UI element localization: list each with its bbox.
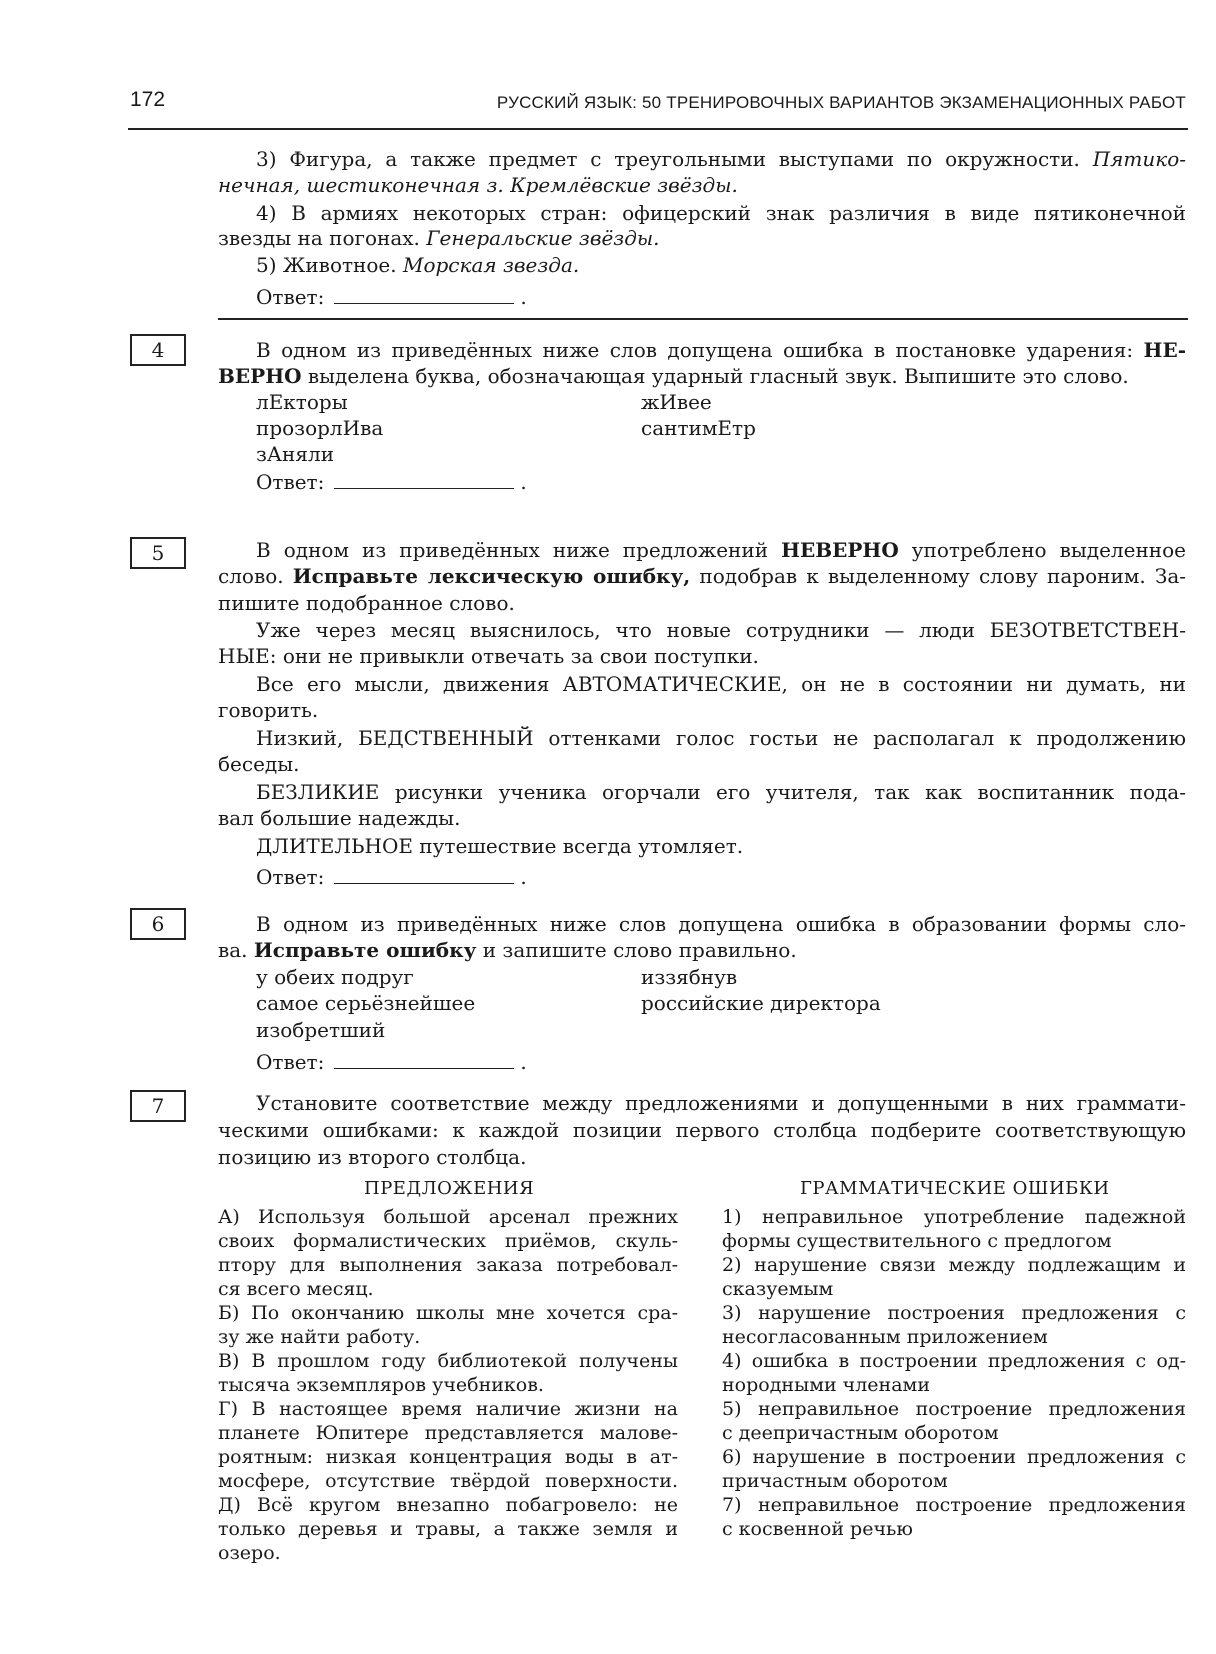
error-line: 3) нарушение построения предложения с (722, 1302, 1186, 1324)
error-line: формы существительного с предлогом (722, 1230, 1112, 1252)
sentence-line: Г) В настоящее время наличие жизни на (218, 1398, 678, 1420)
page-number: 172 (130, 88, 166, 111)
header-divider (128, 128, 1188, 130)
task-number-box-5: 5 (130, 537, 186, 569)
sentence-line: Б) По окончанию школы мне хочется сра- (218, 1302, 678, 1324)
task6-word: иззябнув (641, 965, 738, 989)
top-line-5: 5) Животное. Морская звезда. (256, 253, 580, 277)
task-number-box-7: 7 (130, 1090, 186, 1122)
answer-line-5: Ответ: . (256, 865, 527, 889)
task-number-box-4: 4 (130, 334, 186, 366)
task6-word: российские директора (641, 991, 881, 1015)
task7-line-2: ческими ошибками: к каждой позиции первого столбца подберите соответствующую (218, 1118, 1186, 1142)
task6-word: самое серьёзнейшее (256, 991, 476, 1015)
error-line: с деепричастным оборотом (722, 1422, 999, 1444)
task4-word: зАняли (256, 442, 335, 466)
task4-word: сантимЕтр (641, 416, 756, 440)
error-line: 4) ошибка в построении предложения с од- (722, 1350, 1186, 1372)
answer-line-6: Ответ: . (256, 1050, 527, 1074)
book-title: РУССКИЙ ЯЗЫК: 50 ТРЕНИРОВОЧНЫХ ВАРИАНТОВ ЭКЗАМЕНАЦИОННЫХ РАБОТ (496, 93, 1186, 112)
top-line-3: 4) В армиях некоторых стран: офицерский знак различия в виде пятиконечной (256, 201, 1186, 225)
error-line: 5) неправильное построение предложения (722, 1398, 1186, 1420)
task7-line-1: Установите соответствие между предложениями и допущенными в них граммати- (256, 1091, 1186, 1115)
task5-sentence-2b: говорить. (218, 698, 319, 722)
left-column-header: ПРЕДЛОЖЕНИЯ (364, 1178, 535, 1199)
task5-sentence-4b: вал большие надежды. (218, 806, 461, 830)
answer-blank[interactable] (334, 865, 514, 884)
task4-word: прозорлИва (256, 416, 384, 440)
task5-line-3: пишите подобранное слово. (218, 591, 515, 615)
error-line: 1) неправильное употребление падежной (722, 1206, 1186, 1228)
task4-word: жИвее (641, 390, 712, 414)
error-line: с косвенной речью (722, 1518, 913, 1540)
error-line: нородными членами (722, 1374, 930, 1396)
task7-line-3: позицию из второго столбца. (218, 1145, 527, 1169)
sentence-line: В) В прошлом году библиотекой получены (218, 1350, 678, 1372)
sentence-line: планете Юпитере представляется малове- (218, 1422, 678, 1444)
top-line-1: 3) Фигура, а также предмет с треугольными выступами по окружности. Пятико- (256, 147, 1186, 171)
task5-sentence-1a: Уже через месяц выяснилось, что новые сотрудники — люди БЕЗОТВЕТСТВЕН- (256, 618, 1186, 642)
error-line: причастным оборотом (722, 1470, 948, 1492)
sentence-line: тысяча экземпляров учебников. (218, 1374, 544, 1396)
task5-sentence-1b: НЫЕ: они не привыкли отвечать за свои поступки. (218, 644, 759, 668)
sentence-line: А) Используя большой арсенал прежних (218, 1206, 678, 1228)
answer-blank[interactable] (334, 1050, 514, 1069)
task5-line-1: В одном из приведённых ниже предложений НЕВЕРНО употреблено выделенное (256, 538, 1187, 562)
error-line: 7) неправильное построение предложения (722, 1494, 1186, 1516)
sentence-line: своих формалистических приёмов, скуль- (218, 1230, 678, 1252)
task5-sentence-3a: Низкий, БЕДСТВЕННЫЙ оттенками голос гостьи не располагал к продолжению (256, 726, 1186, 750)
sentence-line: зу же найти работу. (218, 1326, 421, 1348)
answer-line-4: Ответ: . (256, 470, 527, 494)
error-line: 6) нарушение в построении предложения с (722, 1446, 1186, 1468)
sentences-column (218, 1205, 678, 1565)
task6-word: у обеих подруг (256, 965, 414, 989)
task5-sentence-2a: Все его мысли, движения АВТОМАТИЧЕСКИЕ, он не в состоянии ни думать, ни (256, 672, 1186, 696)
sentence-line: птору для выполнения заказа потребовал- (218, 1254, 678, 1276)
error-line: 2) нарушение связи между подлежащим и (722, 1254, 1186, 1276)
task5-line-2: слово. Исправьте лексическую ошибку, подобрав к выделенному слову пароним. За- (218, 564, 1187, 588)
task6-line-1: В одном из приведённых ниже слов допущена ошибка в образовании формы сло- (256, 912, 1186, 936)
task4-line-1: В одном из приведённых ниже слов допущена ошибка в постановке ударения: НЕ- (256, 338, 1186, 362)
sentence-line: роятным: низкая концентрация воды в ат- (218, 1446, 678, 1468)
errors-column (722, 1205, 1186, 1541)
right-column-header: ГРАММАТИЧЕСКИЕ ОШИБКИ (800, 1178, 1110, 1199)
top-line-4: звезды на погонах. Генеральские звёзды. (218, 226, 660, 250)
sentence-line: Д) Всё кругом внезапно побагровело: не (218, 1494, 678, 1516)
task-number-box-6: 6 (130, 908, 186, 940)
error-line: сказуемым (722, 1278, 834, 1300)
top-line-2: нечная, шестиконечная з. Кремлёвские звёзды. (218, 173, 738, 197)
sentence-line: только деревья и травы, а также земля и (218, 1518, 678, 1540)
error-line: несогласованным приложением (722, 1326, 1048, 1348)
sentence-line: ся всего месяц. (218, 1278, 374, 1300)
section-divider (218, 318, 1188, 320)
task4-word: лЕкторы (256, 390, 348, 414)
answer-blank[interactable] (334, 470, 514, 489)
sentence-line: мосфере, отсутствие твёрдой поверхности. (218, 1470, 678, 1492)
task6-word: изобретший (256, 1018, 386, 1042)
task5-sentence-3b: беседы. (218, 752, 300, 776)
task6-line-2: ва. Исправьте ошибку и запишите слово правильно. (218, 938, 797, 962)
task5-sentence-5: ДЛИТЕЛЬНОЕ путешествие всегда утомляет. (256, 834, 744, 858)
answer-line-top: Ответ: . (256, 285, 527, 309)
task5-sentence-4a: БЕЗЛИКИЕ рисунки ученика огорчали его учителя, так как воспитанник пода- (256, 780, 1186, 804)
sentence-line: озеро. (218, 1542, 281, 1564)
answer-blank[interactable] (334, 285, 514, 304)
task4-line-2: ВЕРНО выделена буква, обозначающая ударный гласный звук. Выпишите это слово. (218, 364, 1129, 388)
